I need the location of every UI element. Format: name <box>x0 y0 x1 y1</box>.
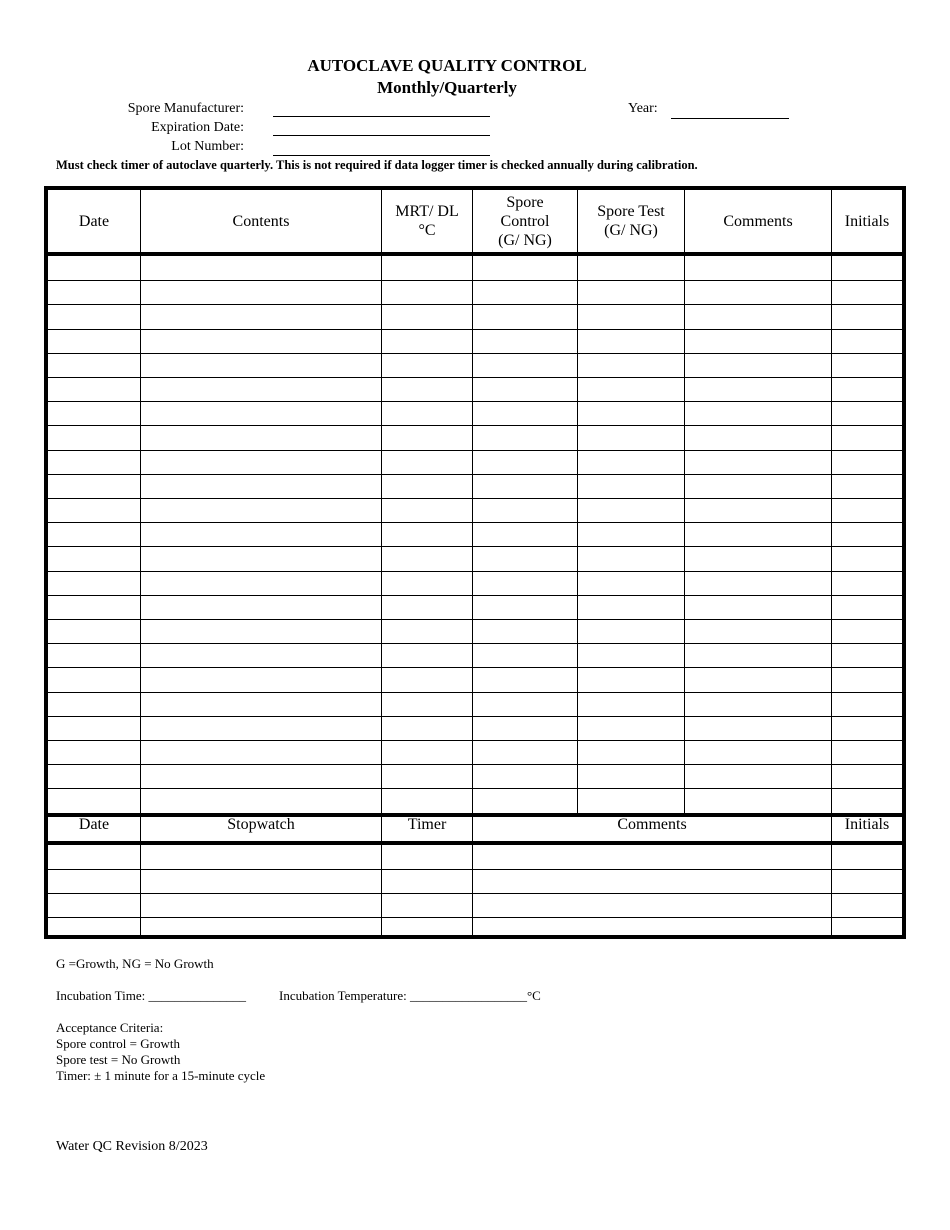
spore-row-rule <box>48 329 902 330</box>
spore-row-rule <box>48 474 902 475</box>
col-header-mrt-dl: MRT/ DL °C <box>395 203 459 239</box>
growth-legend: G =Growth, NG = No Growth <box>56 956 214 971</box>
spore-row-rule <box>48 450 902 451</box>
column-rule <box>472 190 473 935</box>
timer-header-initials: Initials <box>844 815 890 833</box>
column-rule <box>831 190 832 935</box>
timer-header-timer: Timer <box>407 815 447 833</box>
revision-note: Water QC Revision 8/2023 <box>56 1139 208 1154</box>
criteria-timer: Timer: ± 1 minute for a 15-minute cycle <box>56 1068 266 1083</box>
spore-row-rule <box>48 595 902 596</box>
col-header-spore-control: Spore Control (G/ NG) <box>498 193 552 249</box>
column-rule <box>684 190 685 815</box>
column-rule <box>577 190 578 815</box>
spore-row-rule <box>48 716 902 717</box>
spore-row-rule <box>48 619 902 620</box>
col-header-initials: Initials <box>844 212 890 230</box>
spore-row-rule <box>48 425 902 426</box>
timer-note: Must check timer of autoclave quarterly. This is not required if data logger timer is checked annually during calibration. <box>56 158 698 172</box>
expiration-date-field[interactable] <box>273 135 490 136</box>
expiration-date-label: Expiration Date: <box>151 120 244 135</box>
page-subtitle: Monthly/Quarterly <box>377 78 517 97</box>
spore-row-rule <box>48 280 902 281</box>
spore-row-rule <box>48 353 902 354</box>
spore-row-rule <box>48 377 902 378</box>
spore-row-rule <box>48 401 902 402</box>
lot-number-label: Lot Number: <box>171 139 244 154</box>
spore-row-rule <box>48 546 902 547</box>
year-label: Year: <box>628 101 658 116</box>
criteria-spore-control: Spore control = Growth <box>56 1036 180 1051</box>
spore-header-rule <box>48 252 902 256</box>
col-header-contents: Contents <box>232 212 290 230</box>
spore-row-rule <box>48 571 902 572</box>
spore-row-rule <box>48 498 902 499</box>
spore-manufacturer-field[interactable] <box>273 116 490 117</box>
section-divider-rule <box>48 813 902 817</box>
timer-header-stopwatch: Stopwatch <box>227 815 295 833</box>
spore-row-rule <box>48 643 902 644</box>
spore-manufacturer-label: Spore Manufacturer: <box>127 101 244 116</box>
timer-row-rule <box>48 869 902 870</box>
timer-header-rule <box>48 841 902 845</box>
spore-row-rule <box>48 522 902 523</box>
qc-log-table <box>44 186 906 939</box>
spore-row-rule <box>48 788 902 789</box>
incubation-time: Incubation Time: _______________ <box>56 988 246 1003</box>
column-rule <box>140 190 141 935</box>
year-field[interactable] <box>671 118 789 119</box>
column-rule <box>381 190 382 935</box>
acceptance-criteria-title: Acceptance Criteria: <box>56 1020 164 1035</box>
criteria-spore-test: Spore test = No Growth <box>56 1052 181 1067</box>
timer-header-comments: Comments <box>617 815 687 833</box>
spore-row-rule <box>48 740 902 741</box>
col-header-comments: Comments <box>723 212 793 230</box>
timer-header-date: Date <box>78 815 110 833</box>
page-title: AUTOCLAVE QUALITY CONTROL <box>307 56 587 75</box>
spore-row-rule <box>48 667 902 668</box>
timer-row-rule <box>48 917 902 918</box>
spore-row-rule <box>48 764 902 765</box>
lot-number-field[interactable] <box>273 155 490 156</box>
spore-row-rule <box>48 692 902 693</box>
col-header-date: Date <box>78 212 110 230</box>
timer-row-rule <box>48 893 902 894</box>
spore-row-rule <box>48 304 902 305</box>
incubation-temperature: Incubation Temperature: __________________°C <box>279 988 541 1003</box>
col-header-spore-test: Spore Test (G/ NG) <box>597 203 665 239</box>
